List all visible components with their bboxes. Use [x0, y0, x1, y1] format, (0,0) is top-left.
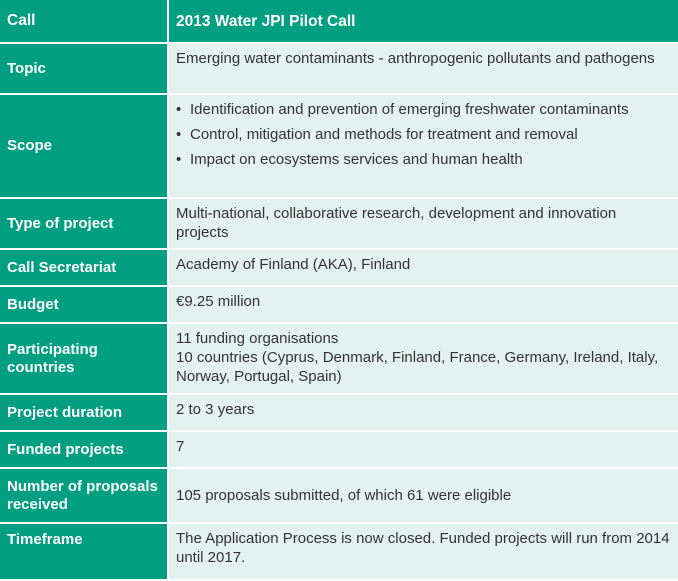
scope-item-text: Control, mitigation and methods for treatment and removal [190, 126, 578, 143]
table-row-type [0, 199, 678, 250]
scope-bullet-item [176, 100, 672, 119]
countries-label: Participating countries [0, 324, 167, 393]
type-value: Multi-national, collaborative research, development and innovation projects [169, 199, 678, 248]
proposals-label: Number of proposals received [0, 469, 167, 522]
timeframe-value: The Application Process is now closed. Funded projects will run from 2014 until 2017. [169, 524, 678, 579]
scope-bullet-item [176, 150, 672, 169]
type-label: Type of project [0, 199, 167, 248]
bullet-marker: • [176, 126, 182, 143]
countries-value [169, 324, 678, 393]
scope-item-text: Identification and prevention of emerging freshwater contaminants [190, 101, 629, 118]
table-row-topic [0, 44, 678, 95]
countries-list-text: 10 countries (Cyprus, Denmark, Finland, France, Germany, Ireland, Italy, Norway, Portugal, Spain) [176, 349, 659, 385]
header-value: 2013 Water JPI Pilot Call [169, 0, 678, 42]
duration-value: 2 to 3 years [169, 395, 678, 430]
funded-label: Funded projects [0, 432, 167, 467]
budget-value: €9.25 million [169, 287, 678, 322]
table-row-proposals [0, 469, 678, 524]
secretariat-label: Call Secretariat [0, 250, 167, 285]
header-label: Call [0, 0, 167, 42]
proposals-value: 105 proposals submitted, of which 61 were eligible [169, 469, 678, 522]
funded-value: 7 [169, 432, 678, 467]
duration-label: Project duration [0, 395, 167, 430]
bullet-marker: • [176, 101, 182, 118]
funding-organisations-text: 11 funding organisations [176, 330, 339, 347]
table-row-budget [0, 287, 678, 324]
topic-label: Topic [0, 44, 167, 93]
scope-label: Scope [0, 95, 167, 197]
table-row-funded [0, 432, 678, 469]
bullet-marker: • [176, 151, 182, 168]
topic-value: Emerging water contaminants - anthropogenic pollutants and pathogens [169, 44, 678, 93]
table-row-countries [0, 324, 678, 395]
scope-bullet-item [176, 125, 672, 144]
scope-value [169, 95, 678, 197]
table-row-scope [0, 95, 678, 199]
table-row-duration [0, 395, 678, 432]
scope-item-text: Impact on ecosystems services and human health [190, 151, 523, 168]
table-header-row [0, 0, 678, 44]
table-row-secretariat [0, 250, 678, 287]
budget-label: Budget [0, 287, 167, 322]
table-row-timeframe [0, 524, 678, 581]
timeframe-label: Timeframe [0, 524, 167, 579]
secretariat-value: Academy of Finland (AKA), Finland [169, 250, 678, 285]
